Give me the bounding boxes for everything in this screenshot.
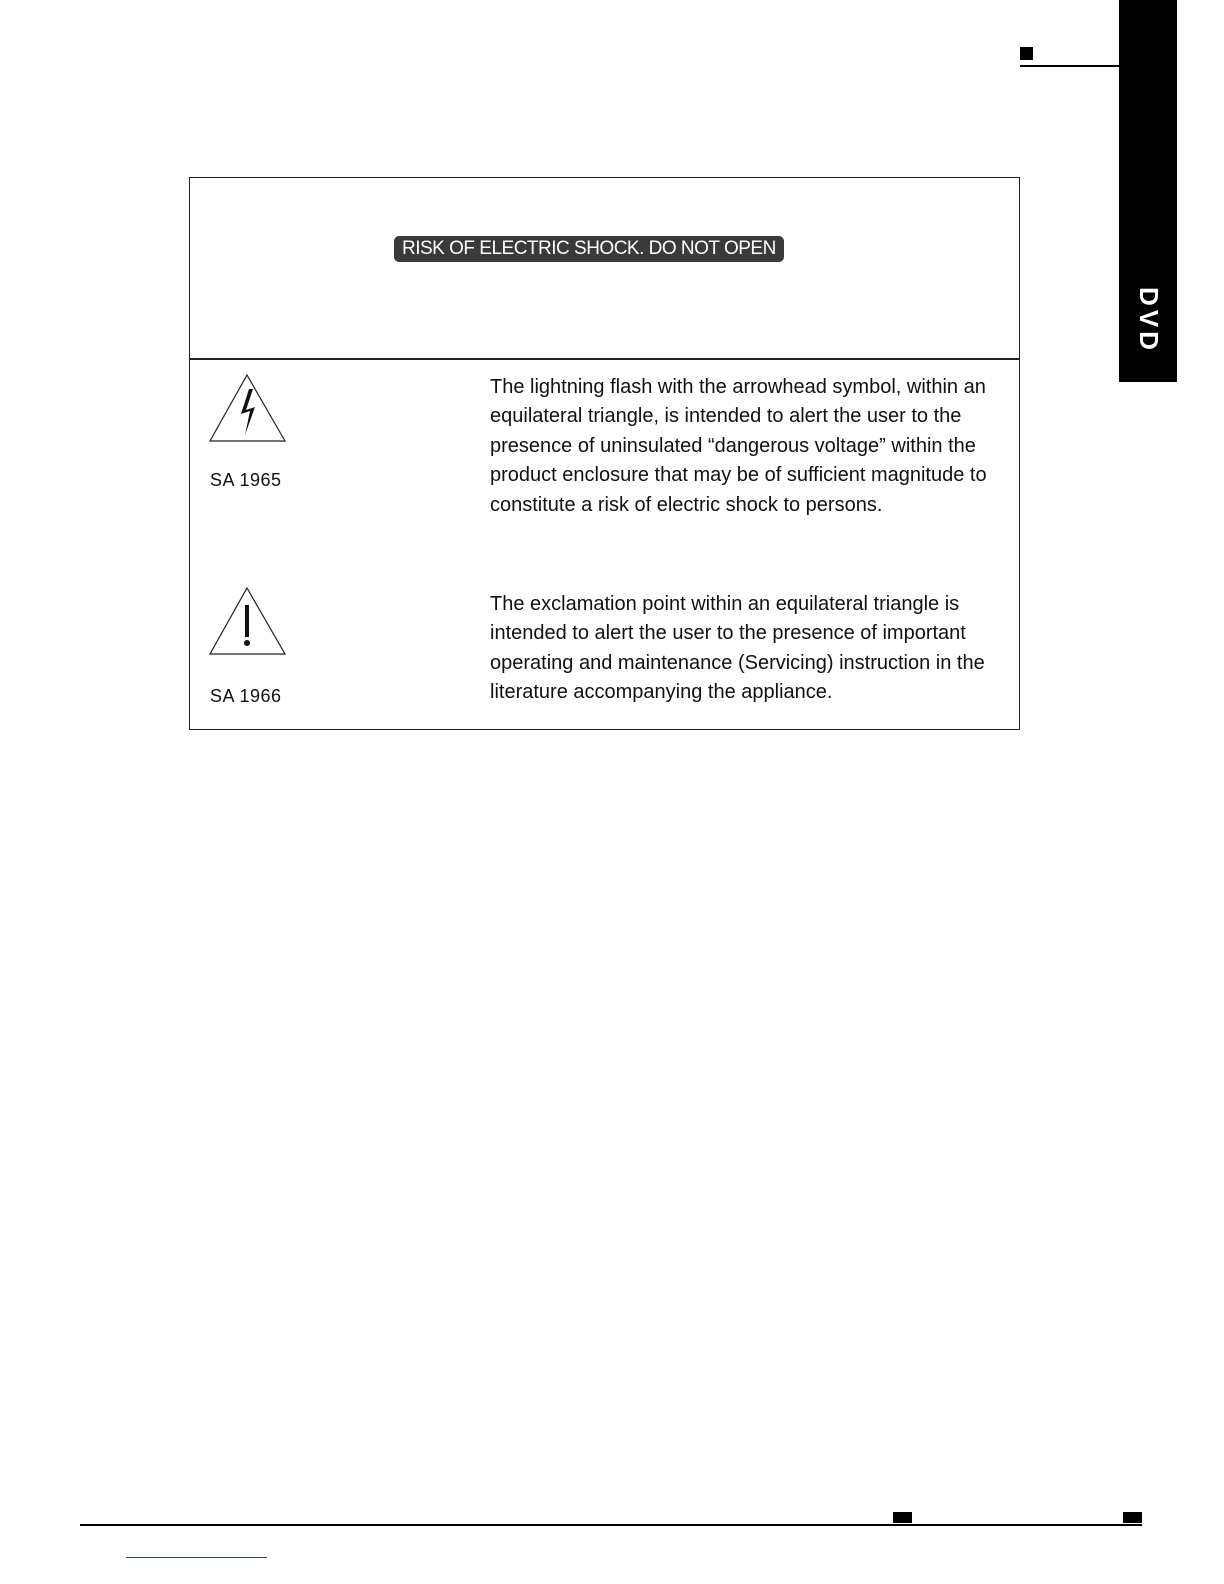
header-rule	[1020, 65, 1120, 67]
exclamation-symbol-description: The exclamation point within an equilateral triangle is intended to alert the user to the presence of important operating and maintenance (Servicing) instruction in the literature accompanying the appliance.	[490, 593, 985, 704]
section-tab	[1119, 0, 1177, 382]
lightning-warning-triangle-icon	[209, 373, 287, 443]
symbol-code-sa1966: SA 1966	[210, 686, 282, 706]
warning-header	[190, 178, 1019, 360]
footer-link-underline[interactable]	[126, 1557, 267, 1558]
section-tab-label: DVD	[1133, 286, 1164, 354]
lightning-symbol-description: The lightning flash with the arrowhead symbol, within an equilateral triangle, is intended to alert the user to the presence of uninsulated “dangerous voltage” within the product enclosure that may be of sufficient magnitude to constitute a risk of electric shock to persons.	[490, 376, 987, 516]
header-marker-square	[1020, 47, 1033, 60]
symbol-code-sa1965: SA 1965	[210, 470, 282, 490]
footer-marker-left	[893, 1512, 912, 1523]
exclamation-warning-triangle-icon	[209, 586, 287, 656]
shock-risk-banner: RISK OF ELECTRIC SHOCK. DO NOT OPEN	[394, 236, 784, 262]
footer-marker-right	[1123, 1512, 1142, 1523]
footer-rule	[80, 1524, 1142, 1526]
safety-warning-box	[189, 177, 1020, 730]
